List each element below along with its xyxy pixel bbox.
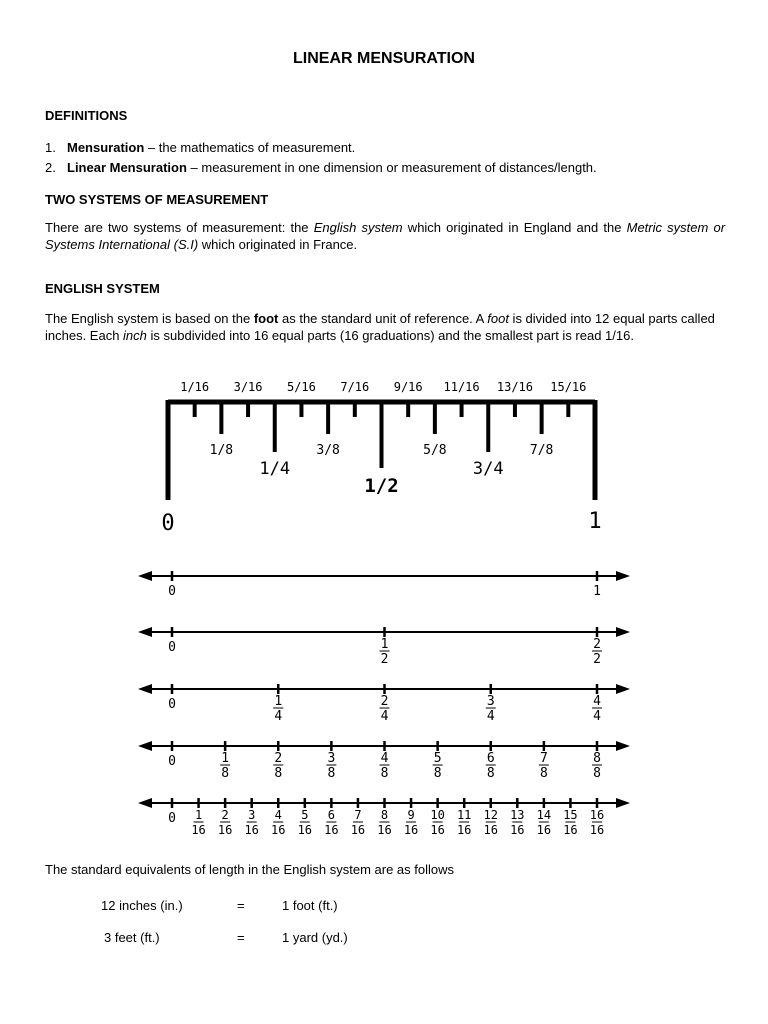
fraction-denominator: 4 [274,709,283,724]
fraction-denominator: 8 [593,766,601,781]
fraction-numerator: 4 [593,694,601,709]
fraction-denominator: 16 [483,823,498,837]
fraction-denominator: 4 [486,709,495,724]
fraction-numerator: 3 [486,694,495,709]
definition-item-1 [45,140,355,155]
fraction-denominator: 8 [380,766,389,781]
text-run: as the standard unit of reference. A [278,311,488,326]
left-arrow-icon [138,798,152,808]
fraction-numerator: 6 [327,808,335,822]
fraction-numerator: 8 [593,751,601,766]
fraction-denominator: 8 [539,766,548,781]
fraction-denominator: 8 [274,766,283,781]
fraction-numerator: 12 [483,808,498,822]
left-arrow-icon [138,684,152,694]
list-number: 1. [45,140,56,155]
ruler-half-label: 1/2 [364,475,399,497]
fraction-denominator: 16 [244,823,259,837]
left-arrow-icon [138,571,152,581]
fraction-numerator: 7 [354,808,362,822]
fraction-numerator: 11 [456,808,472,822]
number-line-zero-label: 0 [168,640,176,655]
definition-text: – measurement in one dimension or measurement of distances/length. [186,160,597,175]
ruler-eighth-label: 3/8 [316,443,340,458]
fraction-denominator: 16 [217,823,233,837]
fraction-denominator: 16 [456,823,472,837]
fraction-numerator: 10 [430,808,445,822]
fraction-numerator: 6 [486,751,495,766]
left-arrow-icon [138,627,152,637]
ruler-one-label: 1 [588,509,602,534]
right-arrow-icon [616,798,630,808]
systems-heading: TWO SYSTEMS OF MEASUREMENT [45,192,269,207]
definition-term: Linear Mensuration [67,160,187,175]
ruler-sixteenth-label: 9/16 [393,380,423,394]
fraction-denominator: 2 [593,652,601,667]
text-run: which originated in France. [198,237,358,252]
fraction-denominator: 2 [380,652,389,667]
ruler-eighth-label: 5/8 [423,443,447,458]
equivalent-row-right: 1 foot (ft.) [282,898,338,913]
fraction-numerator: 4 [380,751,389,766]
equivalent-row-equals: = [237,898,245,913]
ruler-quarter-label: 1/4 [259,459,291,479]
fraction-denominator: 16 [350,823,366,837]
fraction-denominator: 16 [536,823,552,837]
ruler-sixteenth-label: 11/16 [443,380,480,394]
right-arrow-icon [616,627,630,637]
fraction-numerator: 15 [563,808,578,822]
equivalent-row-right: 1 yard (yd.) [282,930,348,945]
fraction-denominator: 16 [589,823,605,837]
fraction-denominator: 16 [271,823,286,837]
right-arrow-icon [616,684,630,694]
fraction-numerator: 1 [274,694,283,709]
fraction-numerator: 14 [536,808,552,822]
fraction-numerator: 2 [221,808,229,822]
fraction-numerator: 2 [380,694,389,709]
fraction-numerator: 9 [407,808,415,822]
fraction-denominator: 16 [510,823,525,837]
fraction-denominator: 8 [433,766,442,781]
definition-term: Mensuration [67,140,145,155]
list-number: 2. [45,160,56,175]
fraction-numerator: 1 [194,808,203,822]
left-arrow-icon [138,741,152,751]
fraction-numerator: 3 [327,751,336,766]
fraction-denominator: 16 [403,823,419,837]
text-run: The English system is based on the [45,311,254,326]
number-line-zero-label: 0 [168,754,176,769]
ruler-sixteenth-label: 15/16 [550,380,587,394]
fraction-denominator: 8 [486,766,495,781]
equivalents-intro: The standard equivalents of length in the English system are as follows [45,862,455,877]
fraction-denominator: 8 [221,766,230,781]
ruler-sixteenth-label: 3/16 [233,380,263,394]
ruler-sixteenth-label: 13/16 [496,380,533,394]
ruler-and-number-lines-figure [0,370,768,840]
inch-term: inch [123,328,147,343]
definition-text: – the mathematics of measurement. [144,140,356,155]
number-line-zero-label: 0 [168,697,176,712]
number-lines-diagram [138,571,630,837]
page-title: LINEAR MENSURATION [293,50,475,67]
fraction-numerator: 7 [539,751,548,766]
fraction-denominator: 16 [430,823,445,837]
right-arrow-icon [616,741,630,751]
fraction-numerator: 4 [274,808,282,822]
fraction-denominator: 4 [380,709,389,724]
fraction-denominator: 8 [327,766,336,781]
english-system-heading: ENGLISH SYSTEM [45,281,160,296]
fraction-numerator: 3 [248,808,256,822]
foot-term: foot [253,311,279,326]
fraction-numerator: 2 [274,751,283,766]
ruler-diagram [161,380,601,536]
fraction-denominator: 16 [297,823,313,837]
fraction-numerator: 5 [433,751,442,766]
foot-term-italic: foot [487,311,509,326]
number-line-label: 1 [593,584,601,599]
fraction-numerator: 1 [221,751,230,766]
ruler-sixteenth-label: 5/16 [286,380,316,394]
ruler-zero-label: 0 [161,511,175,536]
systems-paragraph [45,219,725,253]
fraction-numerator: 5 [301,808,309,822]
fraction-numerator: 16 [589,808,605,822]
definitions-heading: DEFINITIONS [45,108,128,123]
fraction-denominator: 4 [593,709,601,724]
fraction-denominator: 16 [191,823,206,837]
fraction-denominator: 16 [563,823,578,837]
ruler-eighth-label: 1/8 [209,443,234,458]
fraction-denominator: 16 [324,823,339,837]
fraction-denominator: 16 [377,823,392,837]
fraction-numerator: 2 [593,637,601,652]
ruler-eighth-label: 7/8 [529,443,554,458]
right-arrow-icon [616,571,630,581]
ruler-sixteenth-label: 7/16 [340,380,370,394]
metric-system-term: Metric system or Systems International (S.I) [45,220,726,252]
equivalent-row-left: 12 inches (in.) [101,898,183,913]
number-line-zero-label: 0 [168,811,176,826]
english-system-paragraph [45,310,725,344]
ruler-quarter-label: 3/4 [472,459,504,479]
number-line-label: 0 [168,584,176,599]
equivalent-row-left: 3 feet (ft.) [104,930,160,945]
text-run: is subdivided into 16 equal parts (16 graduations) and the smallest part is read 1/16. [146,328,634,343]
text-run: There are two systems of measurement: the [45,220,314,235]
fraction-numerator: 8 [380,808,389,822]
equivalent-row-equals: = [237,930,245,945]
text-run: is divided into 12 equal parts called inches. Each [45,311,715,343]
english-system-term: English system [313,220,403,235]
ruler-sixteenth-label: 1/16 [180,380,210,394]
text-run: which originated in England and the [402,220,627,235]
definition-item-2 [45,160,597,175]
fraction-numerator: 1 [380,637,389,652]
fraction-numerator: 13 [510,808,525,822]
